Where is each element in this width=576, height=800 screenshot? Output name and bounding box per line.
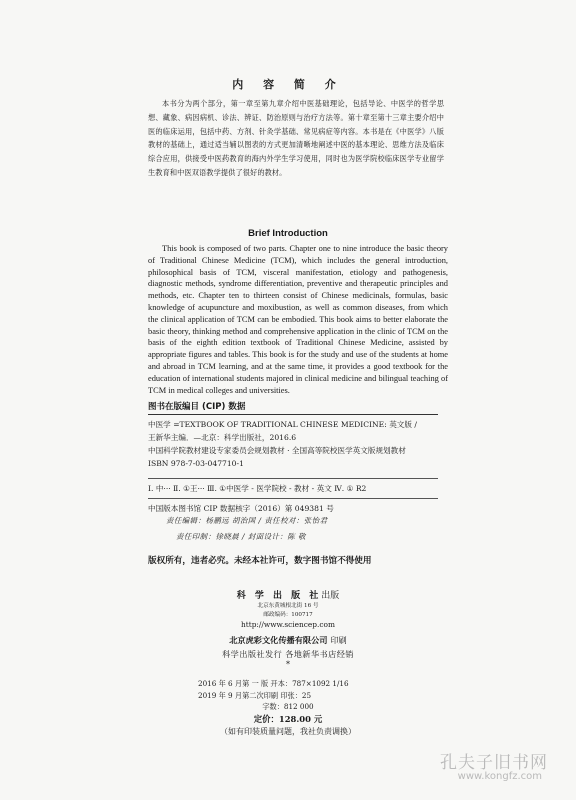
publisher-website: http://www.sciencep.com: [241, 620, 335, 629]
separator-star: *: [286, 660, 290, 669]
publisher-address: 北京东黄城根北街 16 号: [257, 603, 319, 609]
chinese-introduction: [148, 97, 444, 180]
cip-record-number: 中国版本图书馆 CIP 数据核字（2016）第 049381 号: [148, 504, 334, 513]
price: 定价：128.00 元: [253, 713, 323, 724]
cip-line: 中医学 =TEXTBOOK OF TRADITIONAL CHINESE MEDICINE: 英文版 /: [148, 420, 417, 429]
staff-line-production: 责任印制：徐晓晨 / 封面设计：陈 敬: [176, 532, 306, 541]
cip-classification: Ⅰ. 中··· Ⅱ. ①王··· Ⅲ. ①中医学 - 医学院校 - 教材 - 英文 Ⅳ. ① R2: [148, 484, 367, 493]
distribution-line: 科学出版社发行 各地新华书店经销: [222, 649, 354, 659]
edition-info: [0, 678, 576, 738]
english-introduction-title: Brief Introduction: [248, 228, 328, 239]
cip-line: 王新华主编．—北京：科学出版社，2016.6: [148, 433, 297, 442]
editorial-staff: [166, 513, 327, 545]
publisher-postcode: 邮政编码：100717: [263, 611, 313, 618]
publisher-suffix: 出版: [321, 591, 340, 601]
content-summary-title: 内 容 简 介: [232, 78, 344, 91]
quality-notice: （如有印装质量问题，我社负责调换）: [220, 726, 356, 736]
publisher-block: [0, 590, 576, 669]
second-printing-line: 2019 年 9 月第二次印刷 印张：25: [198, 690, 312, 700]
cip-heading: 图书在版编目 (CIP) 数据: [148, 402, 246, 412]
word-count: 字数：812 000: [262, 702, 314, 711]
cip-line: 中国科学院教材建设专家委员会规划教材 · 全国高等院校医学英文版规划教材: [148, 446, 406, 455]
english-introduction: [148, 243, 448, 396]
watermark-chinese: 孔夫子旧书网: [440, 753, 548, 773]
english-intro-paragraph: This book is composed of two parts. Chapter one to nine introduce the basic theory of Traditional Chinese Medicine (TCM), which includes the general introduction, philosophical basis of TCM, visceral manifestation, etiology and pathogenesis, diagnostic methods, syndrome differentiation, preventive and therapeutic principles and methods, etc. Chapter ten to thirteen consist of Chinese medicinals, formulas, basic knowledge of acupuncture and moxibustion, as well as common diseases, from which the clinical application of TCM can be embodied. This book aims to better elaborate the basic theory, thinking method and comprehensive application in the clinic of TCM on the basis of the eighth edition textbook of Traditional Chinese Medicine, assisted by appropriate figures and tables. This book is for the study and use of the students at home and abroad in TCM learning, and at the same time, it provides a good textbook for the education of international students majored in clinical medicine and bilingual teaching of TCM in medical colleges and universities.: [148, 244, 448, 395]
staff-line-editors: 责任编辑：杨鹏远 胡治国 / 责任校对：张怡君: [166, 516, 328, 525]
rights-notice: 版权所有，违者必究。未经本社许可，数字图书馆不得使用: [148, 556, 372, 566]
watermark-url: www.kongfz.com: [457, 771, 542, 782]
first-edition-line: 2016 年 6 月第 一 版 开本：787×1092 1/16: [198, 679, 349, 688]
watermark: [440, 748, 548, 782]
cip-data-block: [148, 414, 438, 515]
printer-suffix: 印刷: [330, 635, 347, 645]
chinese-intro-paragraph: 本书分为两个部分，第一章至第九章介绍中医基础理论，包括导论、中医学的哲学思想、藏象、病因病机、诊法、辨证、防治原则与治疗方法等。第十章至第十三章主要介绍中医的临床运用，包括中药、方剂、针灸学基础、常见病症等内容。本书是在《中医学》八版教材的基础上，通过适当辅以图表的方式更加清晰地阐述中医的基本理论、思维方法及临床综合应用，供接受中医药教育的海内外学生学习使用，同时也为医学院校临床医学专业留学生教育和中医双语教学提供了很好的教材。: [148, 99, 444, 177]
publisher-name: 科 学 出 版 社: [236, 591, 322, 601]
printer-name: 北京虎彩文化传播有限公司: [229, 635, 328, 645]
cip-isbn: ISBN 978-7-03-047710-1: [148, 459, 244, 468]
